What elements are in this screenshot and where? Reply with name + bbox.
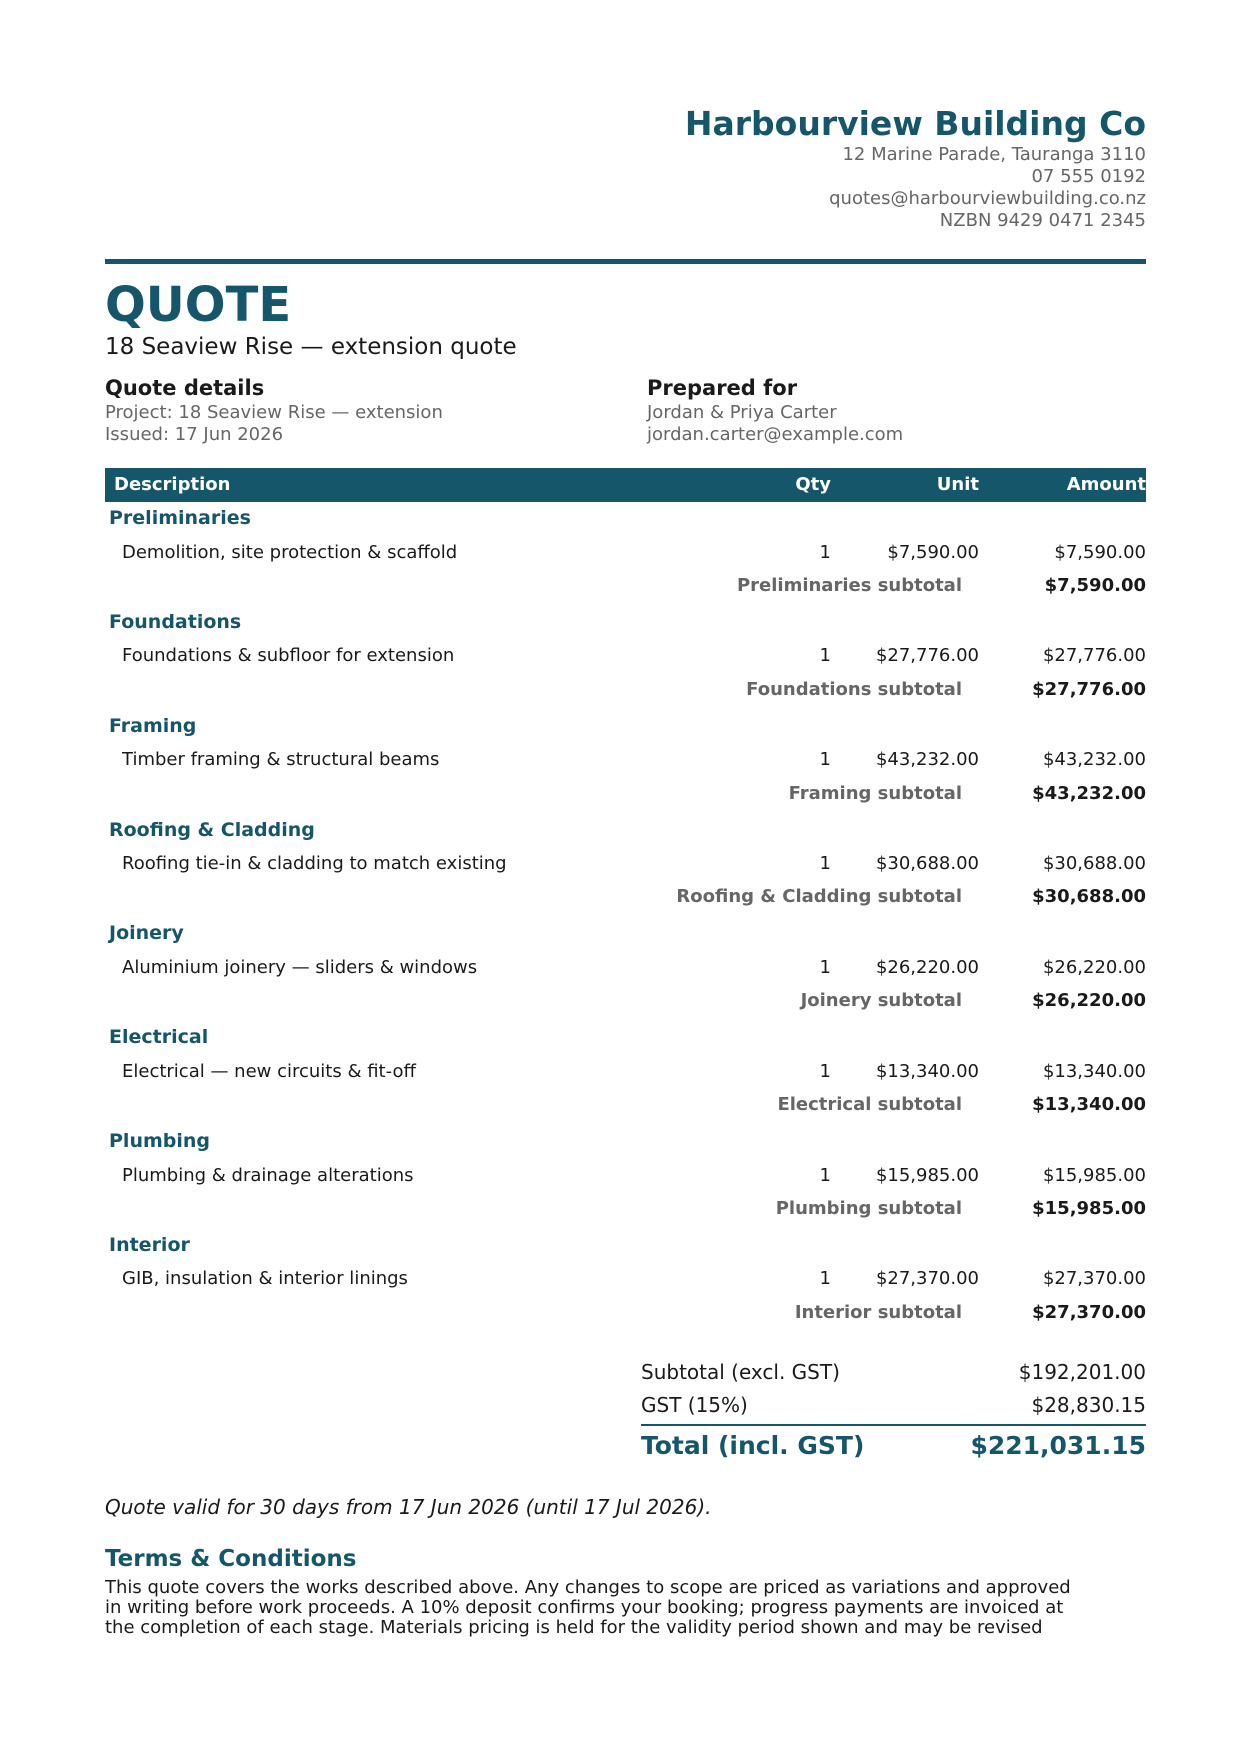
item-description: GIB, insulation & interior linings xyxy=(122,1268,408,1289)
subtotal-amount: $27,370.00 xyxy=(1032,1302,1146,1323)
subtotal-amount: $7,590.00 xyxy=(1044,575,1146,596)
section-title: Foundations xyxy=(109,611,242,633)
item-description: Electrical — new circuits & fit-off xyxy=(122,1061,416,1082)
item-amount: $13,340.00 xyxy=(1042,1061,1146,1082)
table-row xyxy=(105,743,1146,776)
item-qty: 1 xyxy=(819,645,831,666)
section-header xyxy=(105,917,1146,950)
quote-page xyxy=(105,0,1146,1754)
company-header xyxy=(685,104,1146,232)
table-header xyxy=(105,468,1146,502)
subtotal-amount: $15,985.00 xyxy=(1032,1198,1146,1219)
grand-total-label: Total (incl. GST) xyxy=(641,1431,865,1460)
terms-body xyxy=(105,1578,1146,1638)
item-amount: $27,776.00 xyxy=(1042,645,1146,666)
subtotal-row xyxy=(105,984,1146,1017)
terms-line: the completion of each stage. Materials pricing is held for the validity period shown and may be revised xyxy=(105,1617,1043,1638)
terms-line: in writing before work proceeds. A 10% deposit confirms your booking; progress payments are invoiced at xyxy=(105,1597,1064,1618)
company-name: Harbourview Building Co xyxy=(684,104,1146,143)
subtotal-label: Framing subtotal xyxy=(788,783,962,804)
company-phone: 07 555 0192 xyxy=(1031,166,1146,187)
section-title: Interior xyxy=(109,1234,190,1256)
item-qty: 1 xyxy=(819,957,831,978)
item-qty: 1 xyxy=(819,749,831,770)
section-header xyxy=(105,710,1146,743)
quote-details-block xyxy=(105,374,443,446)
subtotal-label: Foundations subtotal xyxy=(746,679,962,700)
item-amount: $7,590.00 xyxy=(1054,542,1146,563)
item-unit-price: $27,776.00 xyxy=(875,645,979,666)
section-title: Electrical xyxy=(109,1026,209,1048)
section-header xyxy=(105,814,1146,847)
table-row xyxy=(105,1262,1146,1295)
section-title: Joinery xyxy=(109,922,184,944)
section-header xyxy=(105,1021,1146,1054)
item-unit-price: $13,340.00 xyxy=(875,1061,979,1082)
item-amount: $26,220.00 xyxy=(1042,957,1146,978)
subtotal-amount: $43,232.00 xyxy=(1032,783,1146,804)
subtotal-row xyxy=(105,1088,1146,1121)
subtotal-amount: $26,220.00 xyxy=(1032,990,1146,1011)
subtotal-amount: $13,340.00 xyxy=(1032,1094,1146,1115)
validity-note: Quote valid for 30 days from 17 Jun 2026 (until 17 Jul 2026). xyxy=(105,1495,712,1519)
item-description: Plumbing & drainage alterations xyxy=(122,1165,414,1186)
section-title: Framing xyxy=(109,715,197,737)
quote-details-heading: Quote details xyxy=(105,376,265,400)
item-amount: $43,232.00 xyxy=(1042,749,1146,770)
subtotal-row xyxy=(105,1296,1146,1329)
section-title: Roofing & Cladding xyxy=(109,819,315,841)
subtotal-row xyxy=(105,880,1146,913)
item-description: Roofing tie-in & cladding to match existing xyxy=(122,853,507,874)
subtotal-label: Preliminaries subtotal xyxy=(736,575,962,596)
item-qty: 1 xyxy=(819,1061,831,1082)
subtotal-row xyxy=(105,569,1146,602)
item-unit-price: $15,985.00 xyxy=(875,1165,979,1186)
col-unit: Unit xyxy=(936,474,979,495)
company-email: quotes@harbourviewbuilding.co.nz xyxy=(829,188,1146,209)
subtotal-amount: $27,776.00 xyxy=(1032,679,1146,700)
table-row xyxy=(105,1055,1146,1088)
item-unit-price: $27,370.00 xyxy=(875,1268,979,1289)
quote-project: Project: 18 Seaview Rise — extension xyxy=(105,402,443,423)
client-email: jordan.carter@example.com xyxy=(647,424,904,445)
section-header xyxy=(105,606,1146,639)
subtotal-row xyxy=(105,1192,1146,1225)
item-unit-price: $30,688.00 xyxy=(875,853,979,874)
table-row xyxy=(105,1159,1146,1192)
item-description: Timber framing & structural beams xyxy=(122,749,440,770)
subtotal-label: Roofing & Cladding subtotal xyxy=(676,886,962,907)
item-unit-price: $43,232.00 xyxy=(875,749,979,770)
section-header xyxy=(105,1125,1146,1158)
document-subtitle: 18 Seaview Rise — extension quote xyxy=(105,334,517,360)
header-divider xyxy=(105,259,1146,264)
section-title: Preliminaries xyxy=(109,507,251,529)
subtotal-label: Plumbing subtotal xyxy=(775,1198,962,1219)
terms-line: This quote covers the works described above. Any changes to scope are priced as variations and approved xyxy=(105,1577,1071,1598)
prepared-for-block xyxy=(647,374,903,446)
gst-label: GST (15%) xyxy=(641,1393,748,1417)
item-amount: $15,985.00 xyxy=(1042,1165,1146,1186)
col-qty: Qty xyxy=(795,474,831,495)
section-header xyxy=(105,502,1146,535)
col-amount: Amount xyxy=(1066,474,1146,495)
company-address: 12 Marine Parade, Tauranga 3110 xyxy=(842,144,1146,165)
subtotal-amount: $30,688.00 xyxy=(1032,886,1146,907)
grand-total-value: $221,031.15 xyxy=(970,1431,1146,1460)
subtotal-row xyxy=(105,673,1146,706)
subtotal-row xyxy=(105,777,1146,810)
gst-value: $28,830.15 xyxy=(1031,1393,1146,1417)
item-amount: $30,688.00 xyxy=(1042,853,1146,874)
subtotal-excl-gst-label: Subtotal (excl. GST) xyxy=(641,1360,840,1384)
item-qty: 1 xyxy=(819,1268,831,1289)
item-qty: 1 xyxy=(819,542,831,563)
item-unit-price: $7,590.00 xyxy=(887,542,979,563)
item-description: Demolition, site protection & scaffold xyxy=(122,542,458,563)
table-row xyxy=(105,951,1146,984)
table-row xyxy=(105,536,1146,569)
col-description: Description xyxy=(114,474,231,495)
company-nzbn: NZBN 9429 0471 2345 xyxy=(939,210,1146,231)
client-name: Jordan & Priya Carter xyxy=(647,402,837,423)
document-title: QUOTE xyxy=(105,277,292,333)
totals-block xyxy=(641,1356,1146,1466)
section-header xyxy=(105,1229,1146,1262)
item-description: Foundations & subfloor for extension xyxy=(122,645,455,666)
item-qty: 1 xyxy=(819,1165,831,1186)
gst-row xyxy=(641,1389,1146,1422)
prepared-for-heading: Prepared for xyxy=(647,376,798,400)
subtotal-label: Interior subtotal xyxy=(794,1302,962,1323)
subtotal-label: Joinery subtotal xyxy=(800,990,962,1011)
section-title: Plumbing xyxy=(109,1130,211,1152)
grand-total-row xyxy=(641,1426,1146,1466)
subtotal-label: Electrical subtotal xyxy=(777,1094,962,1115)
subtotal-excl-gst-row xyxy=(641,1356,1146,1389)
quote-issued-date: Issued: 17 Jun 2026 xyxy=(105,424,284,445)
item-description: Aluminium joinery — sliders & windows xyxy=(122,957,478,978)
item-unit-price: $26,220.00 xyxy=(875,957,979,978)
table-row xyxy=(105,639,1146,672)
terms-heading: Terms & Conditions xyxy=(105,1546,357,1572)
item-amount: $27,370.00 xyxy=(1042,1268,1146,1289)
subtotal-excl-gst-value: $192,201.00 xyxy=(1018,1360,1146,1384)
item-qty: 1 xyxy=(819,853,831,874)
table-row xyxy=(105,847,1146,880)
